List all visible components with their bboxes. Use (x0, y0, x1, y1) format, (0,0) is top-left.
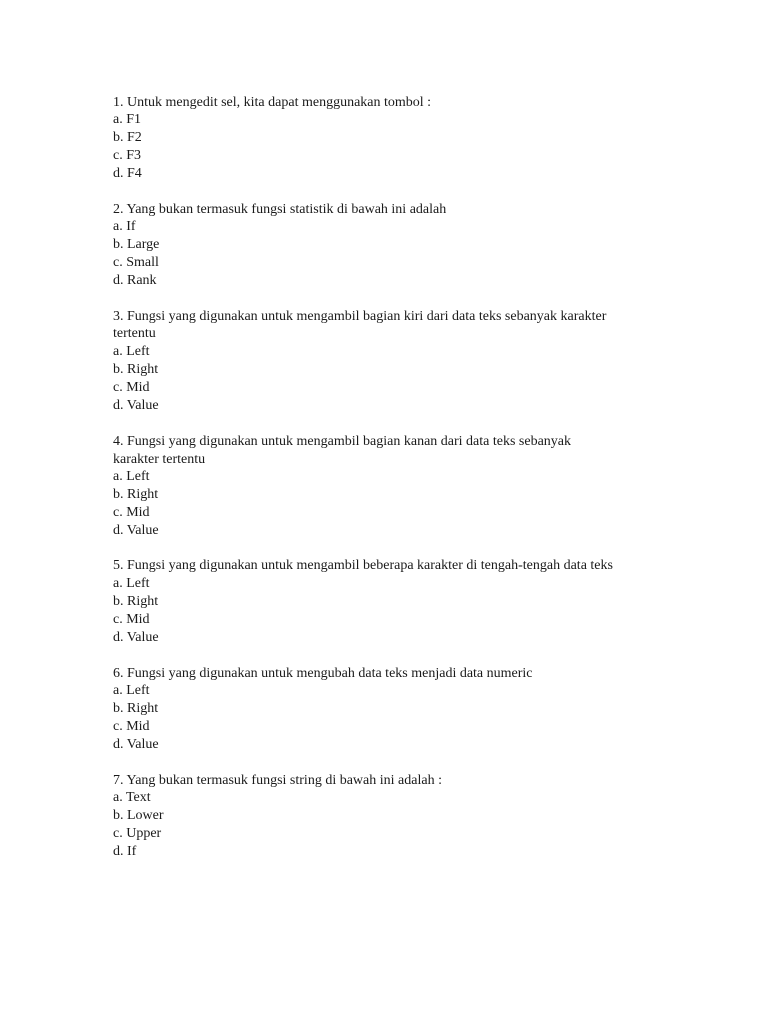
question-3-text: 3. Fungsi yang digunakan untuk mengambil bagian kiri dari data teks sebanyak karakter (113, 309, 607, 324)
question-7-option-b: b. Lower (113, 808, 164, 823)
question-7-option-a: a. Text (113, 790, 151, 805)
question-7-option-d: d. If (113, 844, 137, 859)
question-6-text: 6. Fungsi yang digunakan untuk mengubah data teks menjadi data numeric (113, 666, 533, 681)
question-5-option-b: b. Right (113, 594, 159, 609)
question-2-option-c: c. Small (113, 255, 159, 270)
question-4-option-c: c. Mid (113, 505, 150, 520)
question-6-option-d: d. Value (113, 737, 159, 752)
question-5-option-d: d. Value (113, 630, 159, 645)
question-6-option-a: a. Left (113, 683, 150, 698)
question-3-option-d: d. Value (113, 398, 159, 413)
question-1-text: 1. Untuk mengedit sel, kita dapat menggunakan tombol : (113, 95, 432, 110)
question-1-option-d: d. F4 (113, 166, 142, 181)
question-2-option-d: d. Rank (113, 273, 157, 288)
question-5-option-a: a. Left (113, 576, 150, 591)
question-1-option-a: a. F1 (113, 112, 141, 127)
question-5-option-c: c. Mid (113, 612, 150, 627)
question-7-text: 7. Yang bukan termasuk fungsi string di bawah ini adalah : (113, 773, 442, 788)
question-3-option-b: b. Right (113, 362, 159, 377)
question-4-text: 4. Fungsi yang digunakan untuk mengambil bagian kanan dari data teks sebanyak (113, 434, 572, 449)
question-5-text: 5. Fungsi yang digunakan untuk mengambil beberapa karakter di tengah-tengah data teks (113, 558, 613, 573)
question-6-option-b: b. Right (113, 701, 159, 716)
question-4-option-a: a. Left (113, 469, 150, 484)
question-7-option-c: c. Upper (113, 826, 162, 841)
question-6-option-c: c. Mid (113, 719, 150, 734)
question-2-option-a: a. If (113, 219, 136, 234)
question-4-text-continued: karakter tertentu (113, 452, 206, 467)
question-1-option-c: c. F3 (113, 148, 141, 163)
question-2-text: 2. Yang bukan termasuk fungsi statistik di bawah ini adalah (113, 202, 447, 217)
question-4-option-d: d. Value (113, 523, 159, 538)
question-1-option-b: b. F2 (113, 130, 142, 145)
question-3-option-c: c. Mid (113, 380, 150, 395)
question-3-text-continued: tertentu (113, 326, 156, 341)
question-2-option-b: b. Large (113, 237, 160, 252)
question-4-option-b: b. Right (113, 487, 159, 502)
question-3-option-a: a. Left (113, 344, 150, 359)
